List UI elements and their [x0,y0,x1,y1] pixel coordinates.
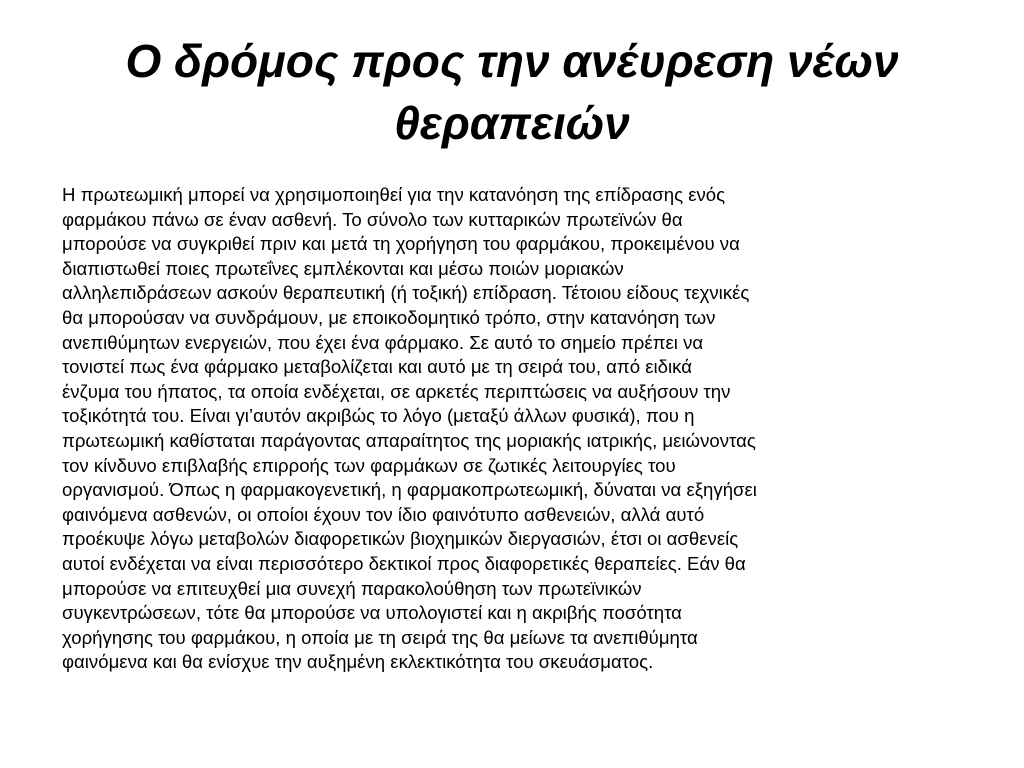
slide-title: Ο δρόμος προς την ανέυρεση νέων θεραπειών [125,35,899,149]
slide-body-text: Η πρωτεωμική μπορεί να χρησιμοποιηθεί για την κατανόηση της επίδρασης ενός φαρμάκου πάνω σε έναν ασθενή. Το σύνολο των κυτταρικών πρωτεϊνών θα μπορούσε να συγκριθεί πριν και μετά τη χορήγηση του φαρμάκου, προκειμένου να διαπιστωθεί ποιες πρωτεΐνες εμπλέκονται και μέσω ποιών μοριακών αλληλεπιδράσεων ασκούν θεραπευτική (ή τοξική) επίδραση. Τέτοιου είδους τεχνικές θα μπορούσαν να συνδράμουν, με εποικοδομητικό τρόπο, στην κατανόηση των ανεπιθύμητων ενεργειών, που έχει ένα φάρμακο. Σε αυτό το σημείο πρέπει να τονιστεί πως ένα φάρμακο μεταβολίζεται και αυτό με τη σειρά του, από ειδικά ένζυμα του ήπατος, τα οποία ενδέχεται, σε αρκετές περιπτώσεις να αυξήσουν την τοξικότητά του. Είναι γι’αυτόν ακριβώς το λόγο (μεταξύ άλλων φυσικά), που η πρωτεωμική καθίσταται παράγοντας απαραίτητος της μοριακής ιατρικής, μειώνοντας τον κίνδυνο επιβλαβής επιρροής των φαρμάκων σε ζωτικές λειτουργίες του οργανισμού. Όπως η φαρμακογενετική, η φαρμακοπρωτεωμική, δύναται να εξηγήσει φαινόμενα ασθενών, οι οποίοι έχουν τον ίδιο φαινότυπο ασθενειών, αλλά αυτό προέκυψε λόγω μεταβολών διαφορετικών βιοχημικών διεργασιών, έτσι οι ασθενείς αυτοί ενδέχεται να είναι περισσότερο δεκτικοί προς διαφορετικές θεραπείες. Εάν θα μπορούσε να επιτευχθεί μια συνεχή παρακολούθηση των πρωτεϊνικών συγκεντρώσεων, τότε θα μπορούσε να υπολογιστεί και η ακριβής ποσότητα χορήγησης του φαρμάκου, η οποία με τη σειρά της θα μείωνε τα ανεπιθύμητα φαινόμενα και θα ενίσχυε την αυξημένη εκλεκτικότητα του σκευάσματος. [62,184,757,673]
